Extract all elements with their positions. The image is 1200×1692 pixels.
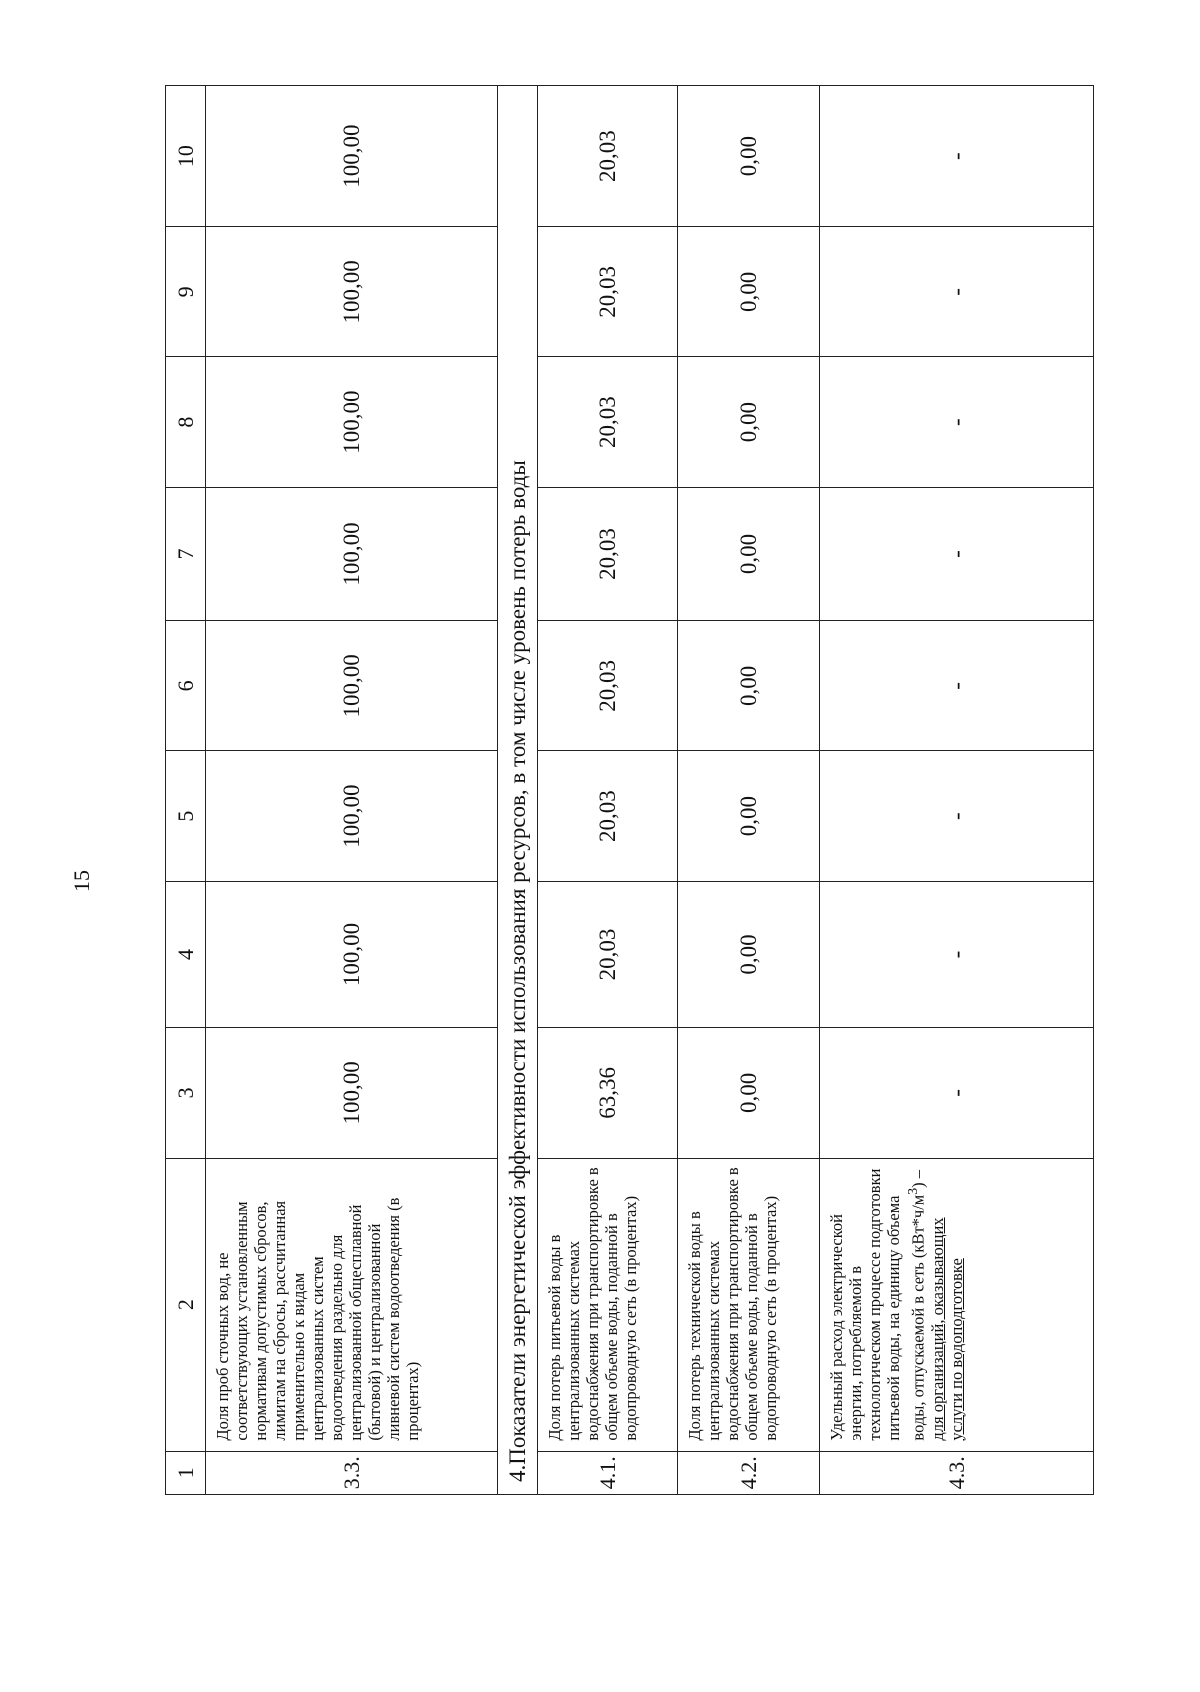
value-cell: 0,00 [678,621,820,751]
value-cell: - [820,751,1094,881]
row-description: Доля проб сточных вод, не соответствующих установленным нормативам допустимых сбросов, лимитам на сбросы, рассчитанная применительно к видам централизованных систем водоотведения раздельно для централизованной общесплавной (бытовой) и централизованной ливневой систем водоотведения (в процентах) [206,1158,498,1451]
header-cell: 9 [166,227,206,357]
value-cell: 20,03 [538,621,678,751]
value-cell: 100,00 [206,881,498,1028]
value-cell: 0,00 [678,1028,820,1158]
value-cell: 0,00 [678,487,820,621]
row-description: Доля потерь технической воды в централизованных системах водоснабжения при транспортировке в общем объеме воды, поданной в водопроводную сеть (в процентах) [678,1158,820,1451]
value-cell: 0,00 [678,881,820,1028]
value-cell: 63,36 [538,1028,678,1158]
row-number: 4.2. [678,1451,820,1494]
desc-underlined: для организаций, оказывающих услуги по водоподготовке [927,1217,966,1441]
value-cell: - [820,357,1094,487]
value-cell: 20,03 [538,881,678,1028]
header-row [166,86,206,1495]
value-cell: 20,03 [538,751,678,881]
value-cell: 100,00 [206,1028,498,1158]
desc-main: Удельный расход электрической энергии, потребляемой в технологическом процессе подготовки питьевой воды, на единицу объема воды, отпускаемой в сеть (кВт*ч/м [827,1168,928,1441]
row-description: Доля потерь питьевой воды в централизованных системах водоснабжения при транспортировке в общем объеме воды, поданной в водопроводную сеть (в процентах) [538,1158,678,1451]
header-cell: 3 [166,1028,206,1158]
value-cell: 100,00 [206,86,498,227]
header-cell: 6 [166,621,206,751]
value-cell: 20,03 [538,487,678,621]
table-row [538,86,678,1495]
section-title: 4.Показатели энергетической эффективности использования ресурсов, в том числе уровень потерь воды [498,86,538,1495]
value-cell: 100,00 [206,357,498,487]
header-cell: 5 [166,751,206,881]
header-cell: 1 [166,1451,206,1494]
header-cell: 7 [166,487,206,621]
header-cell: 8 [166,357,206,487]
value-cell: 20,03 [538,357,678,487]
row-number: 4.1. [538,1451,678,1494]
value-cell: 0,00 [678,86,820,227]
table-row [678,86,820,1495]
value-cell: 0,00 [678,227,820,357]
value-cell: 20,03 [538,86,678,227]
value-cell: - [820,881,1094,1028]
header-cell: 2 [166,1158,206,1451]
value-cell: 100,00 [206,227,498,357]
header-cell: 4 [166,881,206,1028]
value-cell: 0,00 [678,357,820,487]
desc-tail: ) – [908,1170,928,1188]
section-row [498,86,538,1495]
indicators-table [165,85,1094,1495]
rotated-table-container [165,85,1093,1495]
table-row [206,86,498,1495]
row-description [820,1158,1094,1451]
value-cell: 0,00 [678,751,820,881]
value-cell: 100,00 [206,487,498,621]
value-cell: - [820,86,1094,227]
value-cell: - [820,621,1094,751]
value-cell: - [820,487,1094,621]
value-cell: 100,00 [206,621,498,751]
header-cell: 10 [166,86,206,227]
value-cell: 100,00 [206,751,498,881]
row-number: 4.3. [820,1451,1094,1494]
row-number: 3.3. [206,1451,498,1494]
page-number: 15 [69,870,94,892]
value-cell: - [820,1028,1094,1158]
desc-superscript: 3 [905,1187,920,1195]
value-cell: - [820,227,1094,357]
value-cell: 20,03 [538,227,678,357]
table-row [820,86,1094,1495]
